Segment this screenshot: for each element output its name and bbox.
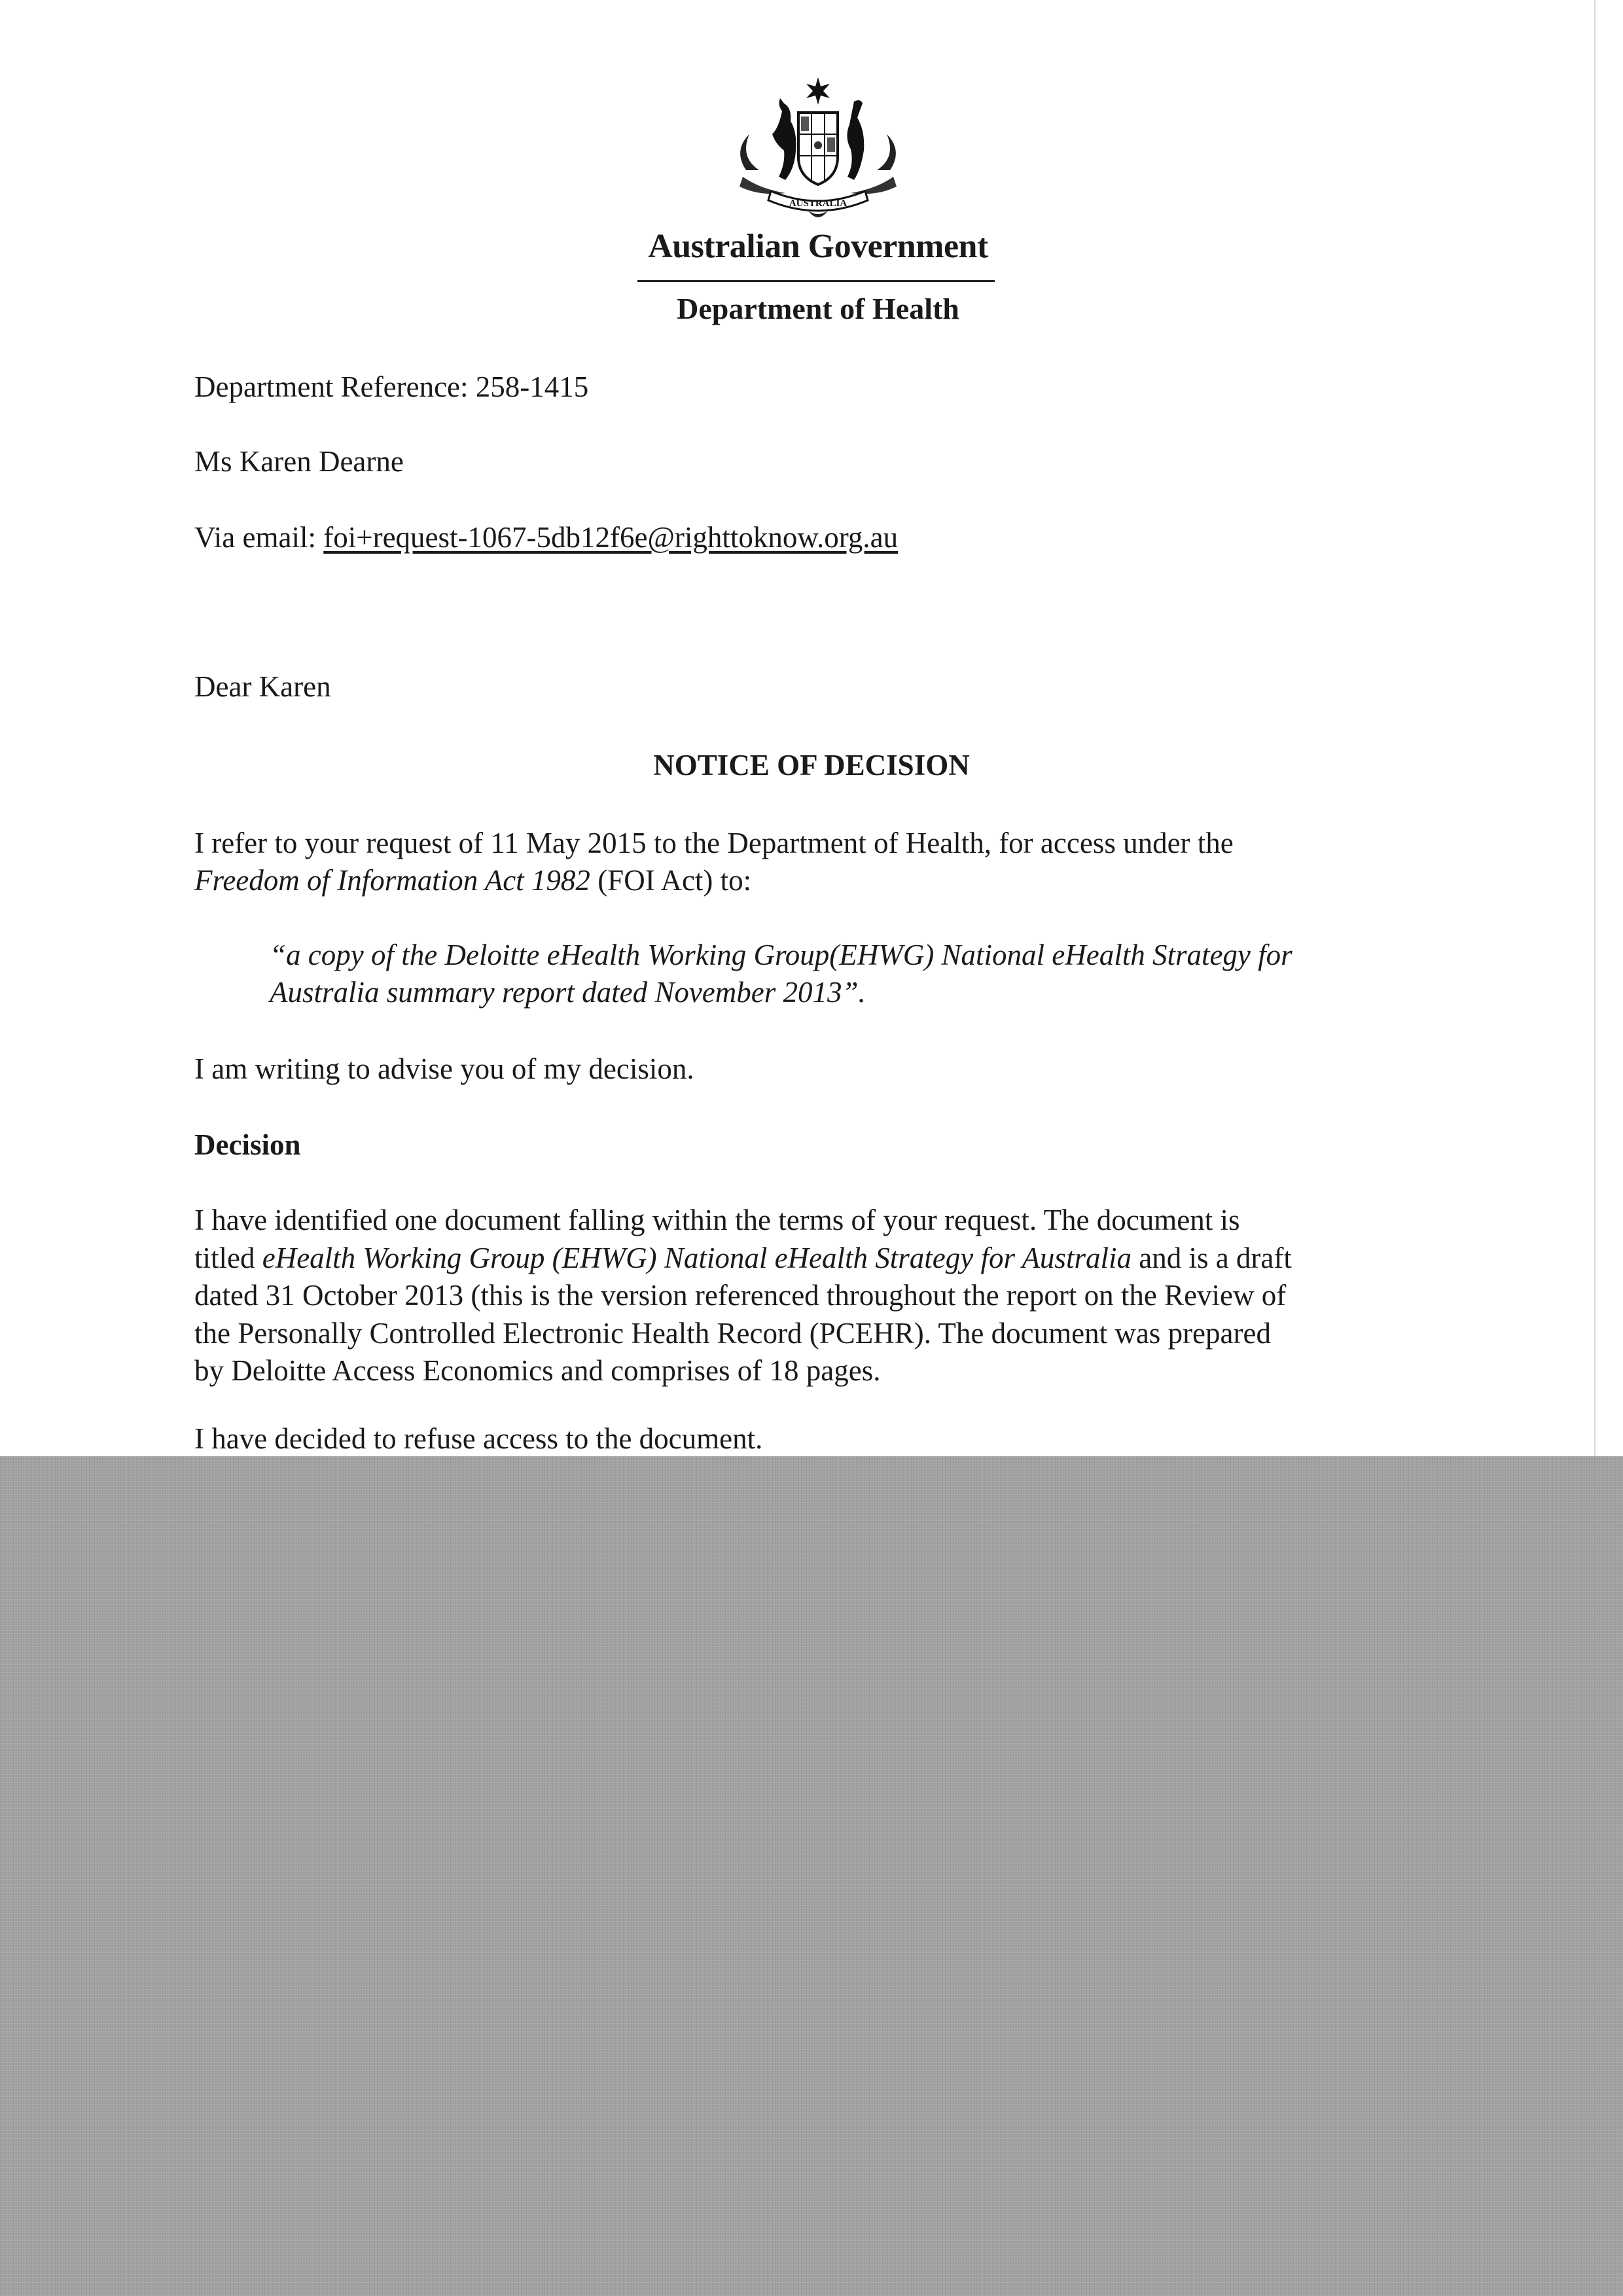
recipient-name: Ms Karen Dearne [194,445,404,478]
decision-heading: Decision [194,1128,301,1161]
quote-line-2: Australia summary report dated November 2013”. [270,976,866,1009]
coat-of-arms-icon [720,72,916,226]
page-edge [1594,0,1596,1456]
notice-title: NOTICE OF DECISION [653,749,970,781]
decision-line-2-pre: titled [194,1241,262,1274]
email-label: Via email: [194,521,316,554]
document-title: eHealth Working Group (EHWG) National eHealth Strategy for Australia [262,1241,1132,1274]
request-quote [270,937,1293,1011]
intro-paragraph [194,825,1234,899]
salutation: Dear Karen [194,670,331,703]
decision-line-2-post: and is a draft [1131,1241,1292,1274]
advise-line: I am writing to advise you of my decision. [194,1052,694,1085]
refusal-line: I have decided to refuse access to the document. [194,1422,763,1455]
department-name: Department of Health [677,292,959,325]
intro-line-1: I refer to your request of 11 May 2015 to the Department of Health, for access under the [194,827,1234,859]
decision-line-5: by Deloitte Access Economics and comprises of 18 pages. [194,1354,881,1387]
intro-line-2 [194,862,1234,899]
decision-line-4: the Personally Controlled Electronic Health Record (PCEHR). The document was prepared [194,1316,1271,1350]
intro-line-2-rest: (FOI Act) to: [590,864,752,897]
decision-line-3: dated 31 October 2013 (this is the version referenced throughout the report on the Review of [194,1279,1287,1312]
crest-scroll-text: AUSTRALIA [789,198,847,209]
reference-value: 258-1415 [475,370,589,403]
redaction-overlay [0,1456,1623,2296]
department-reference [194,368,588,406]
recipient-email-line [194,519,898,556]
government-title: Australian Government [648,228,988,265]
email-link[interactable]: foi+request-1067-5db12f6e@righttoknow.org.au [323,521,899,554]
decision-paragraph [194,1202,1292,1390]
letterhead-divider [637,280,995,282]
quote-line-1: “a copy of the Deloitte eHealth Working Group(EHWG) National eHealth Strategy for [270,939,1293,971]
act-name: Freedom of Information Act 1982 [194,864,590,897]
decision-line-1: I have identified one document falling within the terms of your request. The document is [194,1204,1240,1236]
decision-line-2 [194,1240,1292,1278]
reference-label: Department Reference: [194,370,469,403]
